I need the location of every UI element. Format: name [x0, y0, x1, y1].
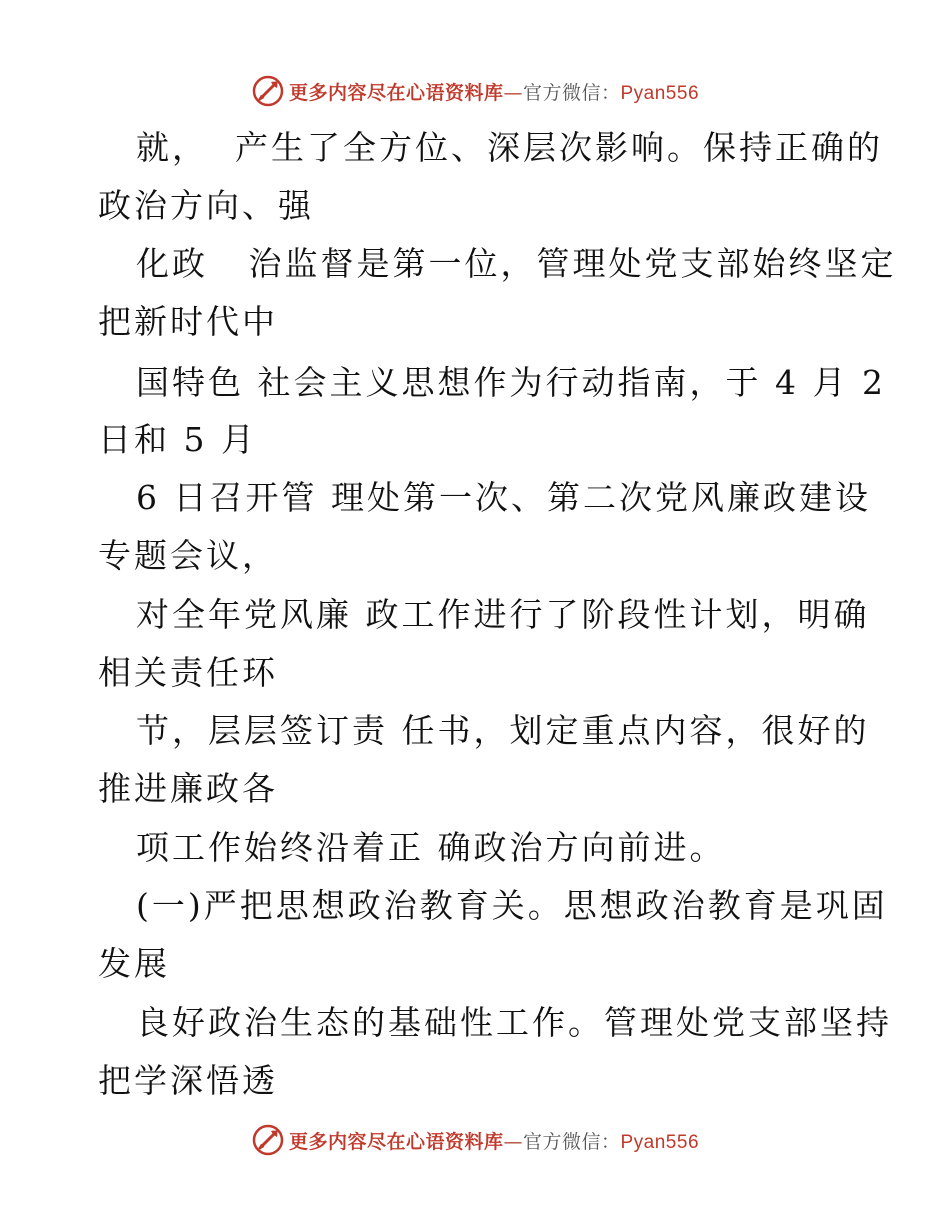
header-watermark: [0, 71, 950, 111]
body-line: 日和 5 月: [98, 420, 257, 459]
body-line: 项工作始终沿着正 确政治方向前进。: [136, 828, 726, 867]
body-line: 6 日召开管 理处第一次、第二次党风廉政建设: [136, 478, 871, 517]
body-line: 相关责任环: [98, 653, 278, 692]
wechat-id: Pyan556: [620, 82, 700, 104]
wechat-label: 官方微信：: [522, 81, 621, 104]
body-line: 良好政治生态的基础性工作。管理处党支部坚持: [136, 1003, 892, 1042]
body-line: 推进廉政各: [98, 769, 278, 808]
body-line: 节，层层签订责 任书，划定重点内容，很好的: [136, 711, 870, 750]
body-line: 对全年党风廉 政工作进行了阶段性计划，明确: [136, 595, 870, 634]
watermark-text: 更多内容尽在心语资料库: [288, 81, 504, 104]
wechat-id: Pyan556: [620, 1131, 700, 1153]
body-line: 政治方向、强: [98, 186, 314, 225]
body-line: 化政 治监督是第一位，管理处党支部始终坚定: [136, 244, 897, 283]
quill-logo-icon: [251, 1123, 285, 1157]
body-line: 国特色 社会主义思想作为行动指南，于 4 月 2: [136, 363, 886, 402]
body-line: (一)严把思想政治教育关。思想政治教育是巩固: [136, 886, 888, 925]
quill-logo-icon: [251, 74, 285, 108]
footer-watermark: [0, 1120, 950, 1160]
body-line: 把学深悟透: [98, 1061, 278, 1100]
body-line: 专题会议，: [98, 536, 278, 575]
body-line: 就， 产生了全方位、深层次影响。保持正确的: [136, 128, 883, 167]
body-line: 发展: [98, 944, 170, 983]
watermark-dash: —: [503, 81, 523, 104]
body-line: 把新时代中: [98, 302, 278, 341]
wechat-label: 官方微信：: [522, 1130, 621, 1153]
watermark-dash: —: [503, 1130, 523, 1153]
watermark-text: 更多内容尽在心语资料库: [288, 1130, 504, 1153]
